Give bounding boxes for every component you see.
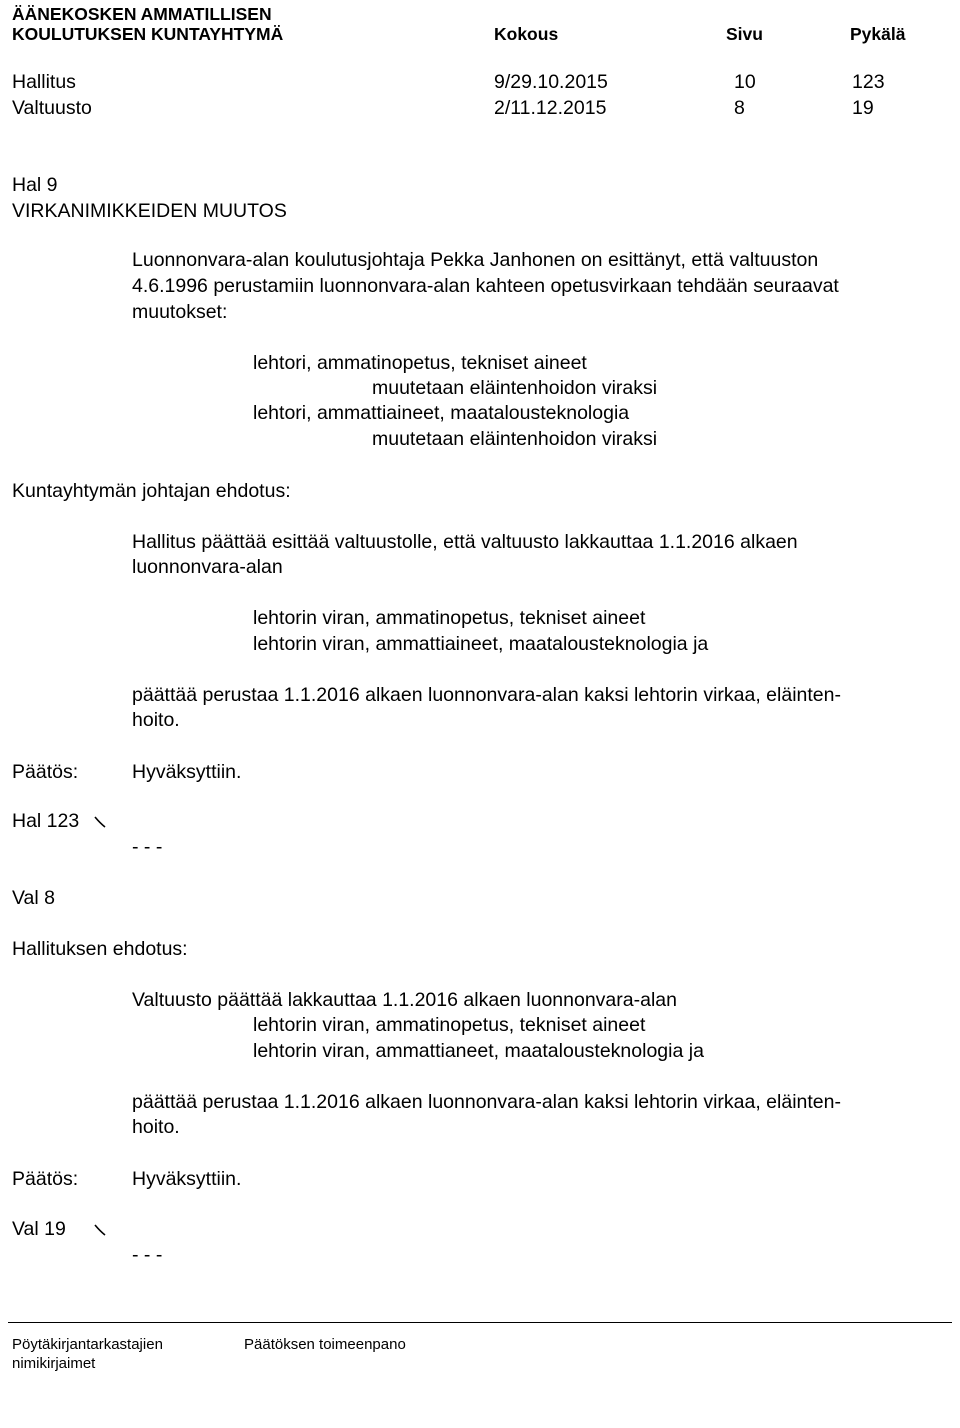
tilde-icon [93,1222,107,1238]
intro-line: muutokset: [132,301,228,323]
header-row-meeting: 9/29.10.2015 [494,71,608,93]
header-row-section: 19 [852,97,874,119]
header-row-section: 123 [852,71,885,93]
header-row-page: 10 [734,71,756,93]
decision-label: Päätös: [12,1168,79,1190]
post-line: lehtorin viran, ammattiaineet, maatalousteknologia ja [253,633,709,655]
org-name-line2: KOULUTUKSEN KUNTAYHTYMÄ [12,24,284,44]
change-post: lehtori, ammattiaineet, maatalousteknologia [253,402,630,424]
item-title: VIRKANIMIKKEIDEN MUUTOS [12,200,287,222]
separator-dashes: - - - [132,836,163,858]
intro-line: Luonnonvara-alan koulutusjohtaja Pekka Janhonen on esittänyt, että valtuuston [132,249,819,271]
header-meeting-label: Kokous [494,24,559,44]
item-number: Hal 9 [12,174,58,196]
header-row-body: Valtuusto [12,97,92,119]
footer-inspectors-label: Pöytäkirjantarkastajien [12,1336,163,1353]
change-result: muutetaan eläintenhoidon viraksi [372,428,658,450]
reference-val: Val 8 [12,887,55,909]
header-row-meeting: 2/11.12.2015 [494,97,607,119]
intro-line: 4.6.1996 perustamiin luonnonvara-alan kahteen opetusvirkaan tehdään seuraavat [132,275,839,297]
tilde-icon [93,814,107,830]
header-row-page: 8 [734,97,745,119]
post-line: lehtorin viran, ammattianeet, maatalousteknologia ja [253,1040,704,1062]
header-page-label: Sivu [726,24,763,44]
separator-dashes: - - - [132,1244,163,1266]
director-proposal-label: Kuntayhtymän johtajan ehdotus: [12,480,291,502]
header-section-label: Pykälä [850,24,906,44]
decision-label: Päätös: [12,761,79,783]
footer-initials-label: nimikirjaimet [12,1355,96,1372]
proposal-line: luonnonvara-alan [132,556,283,578]
footer-implementation-label: Päätöksen toimeenpano [244,1336,406,1353]
header-row-body: Hallitus [12,71,76,93]
establish-line: hoito. [132,1116,180,1138]
establish-line: päättää perustaa 1.1.2016 alkaen luonnonvara-alan kaksi lehtorin virkaa, eläinten- [132,684,841,706]
change-result: muutetaan eläintenhoidon viraksi [372,377,658,399]
post-line: lehtorin viran, ammatinopetus, tekniset aineet [253,607,646,629]
establish-line: päättää perustaa 1.1.2016 alkaen luonnonvara-alan kaksi lehtorin virkaa, eläinten- [132,1091,841,1113]
footer-divider [8,1322,952,1323]
decision-text: Hyväksyttiin. [132,761,242,783]
reference-val: Val 19 [12,1218,66,1240]
establish-line: hoito. [132,709,180,731]
reference-hal: Hal 123 [12,810,80,832]
board-proposal-text: Valtuusto päättää lakkauttaa 1.1.2016 alkaen luonnonvara-alan [132,989,677,1011]
change-post: lehtori, ammatinopetus, tekniset aineet [253,352,587,374]
post-line: lehtorin viran, ammatinopetus, tekniset aineet [253,1014,646,1036]
board-proposal-label: Hallituksen ehdotus: [12,938,188,960]
org-name-line1: ÄÄNEKOSKEN AMMATILLISEN [12,4,272,24]
proposal-line: Hallitus päättää esittää valtuustolle, että valtuusto lakkauttaa 1.1.2016 alkaen [132,531,798,553]
decision-text: Hyväksyttiin. [132,1168,242,1190]
